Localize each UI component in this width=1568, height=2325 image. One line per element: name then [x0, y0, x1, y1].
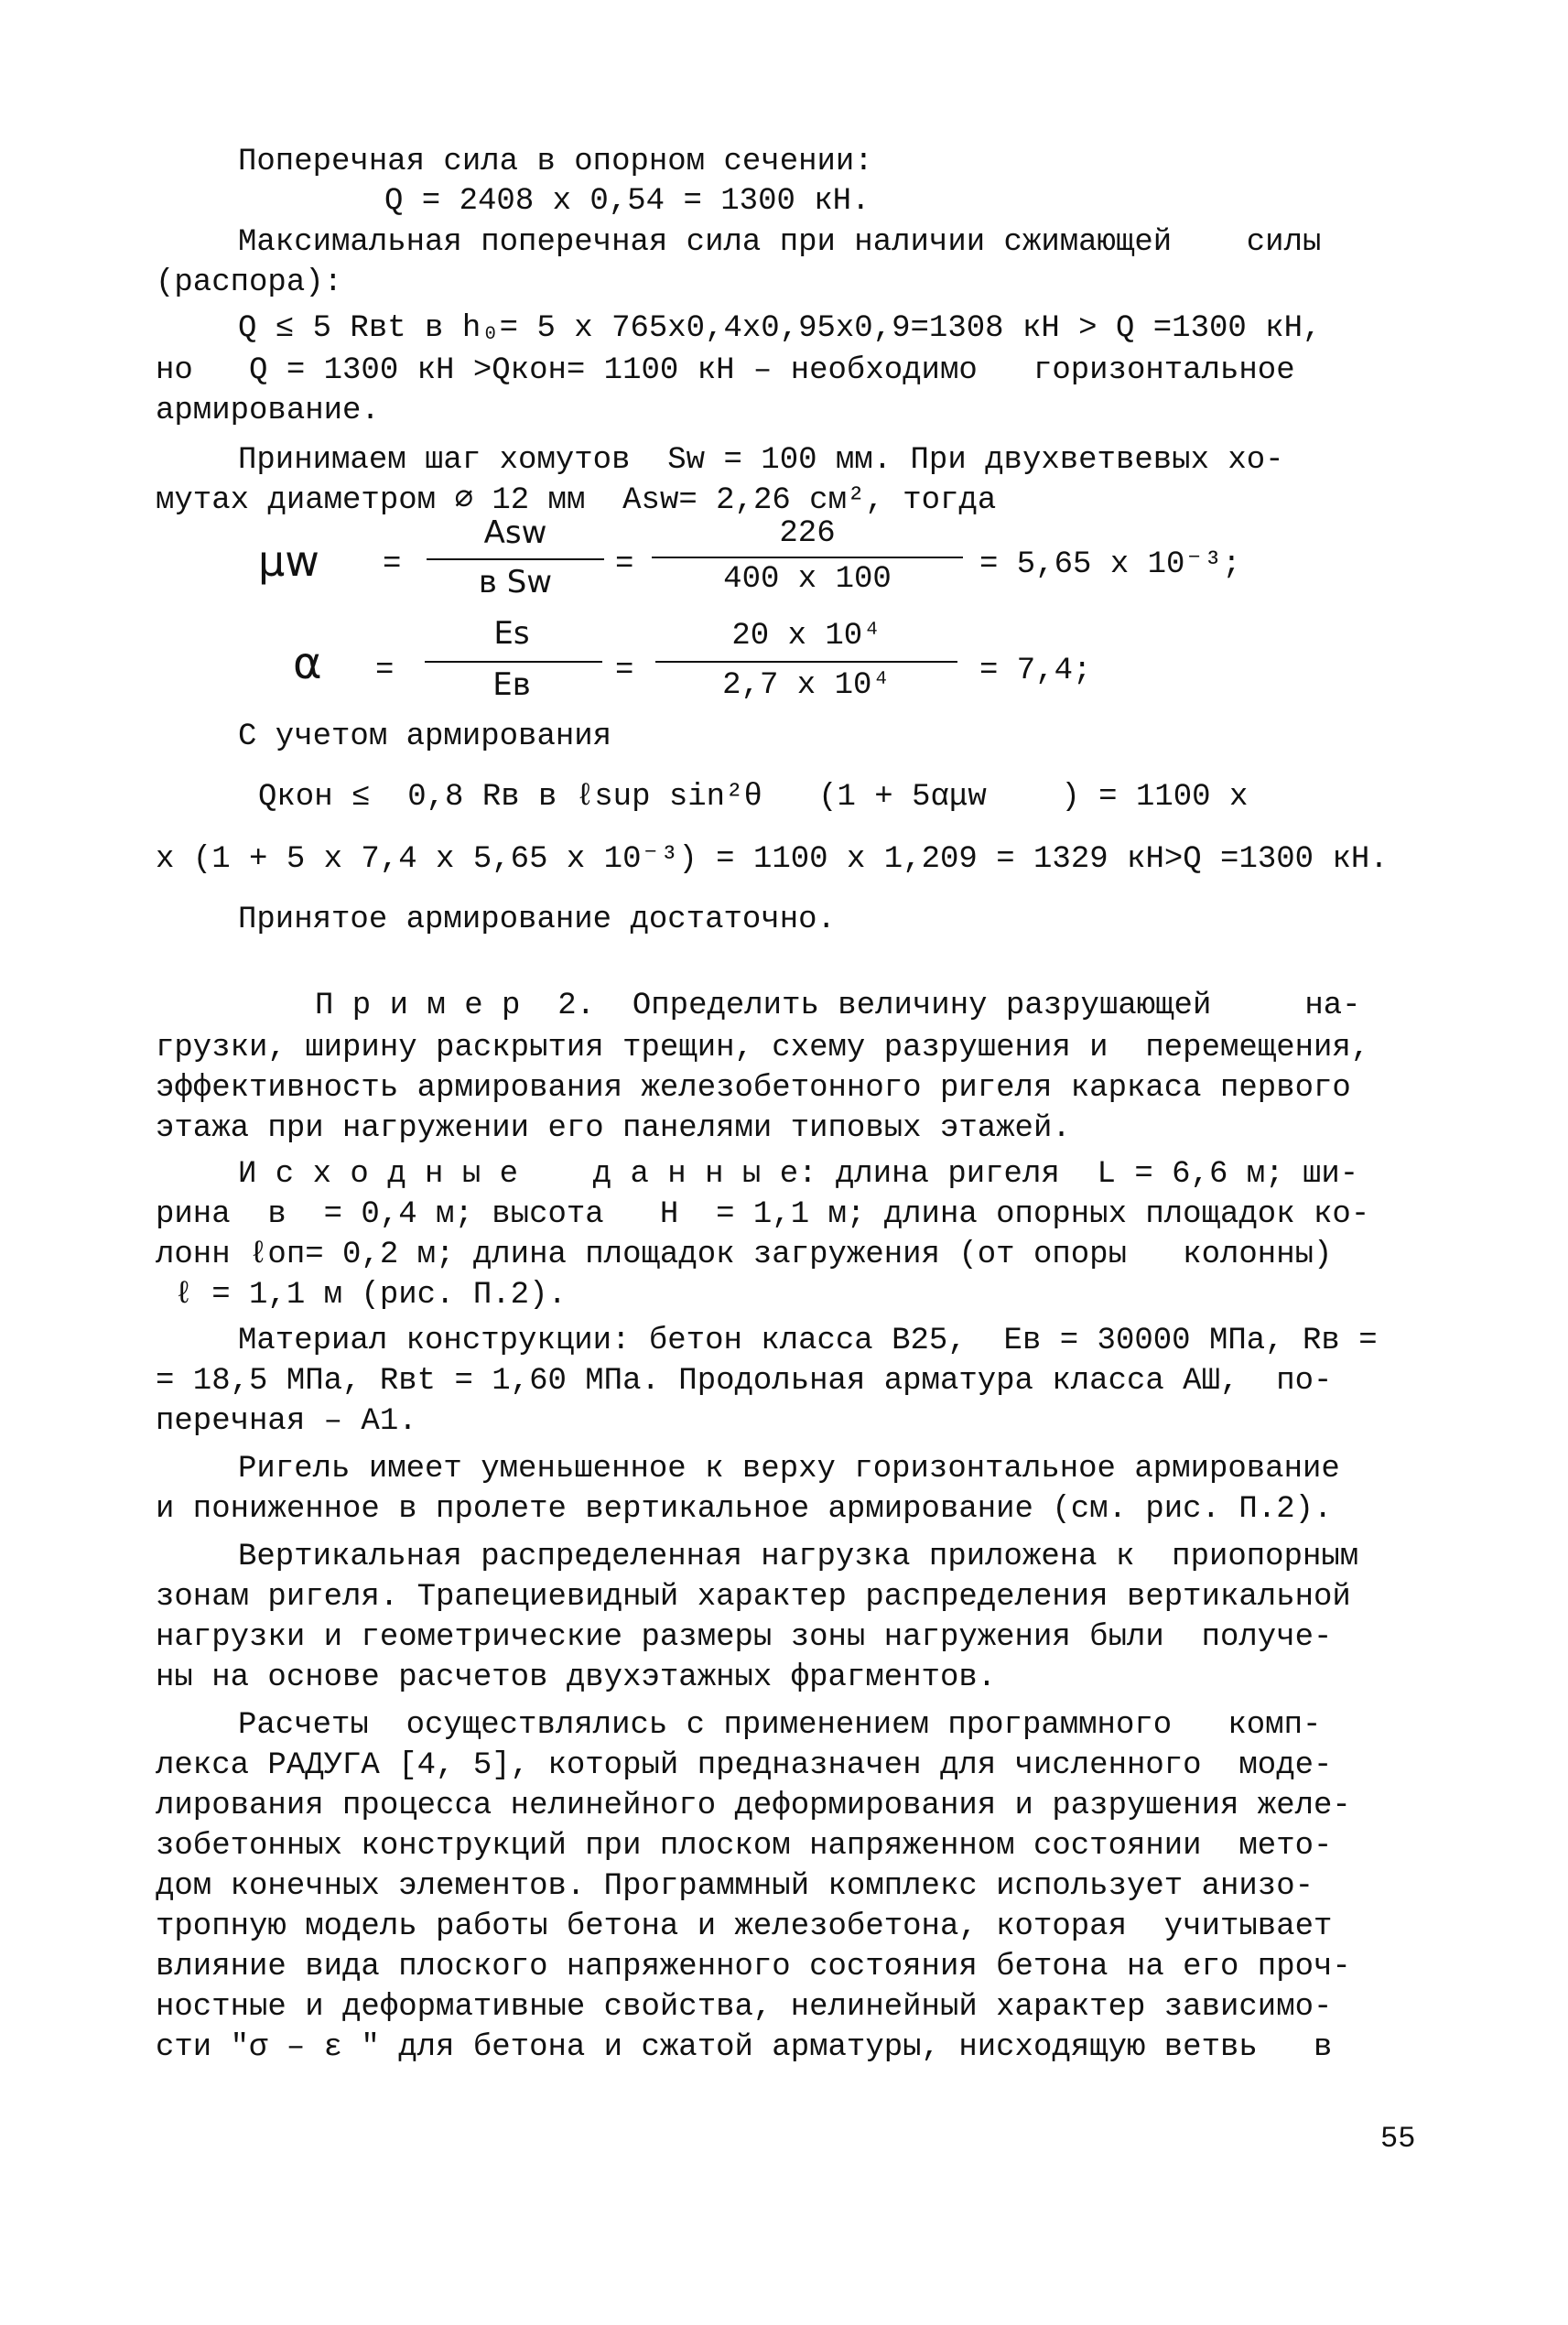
formula-result: = 5,65 х 10⁻³;: [979, 547, 1241, 582]
formula-denominator: Eв: [492, 666, 531, 703]
fraction-bar: [652, 557, 963, 558]
text-line: тропную модель работы бетона и железобетона, которая учитывает: [156, 1909, 1333, 1944]
text-line: грузки, ширину раскрытия трещин, схему разрушения и перемещения,: [156, 1031, 1370, 1065]
text-line: Ригель имеет уменьшенное к верху горизонтальное армирование: [238, 1452, 1340, 1487]
fraction-bar: [425, 661, 602, 663]
formula-sign: =: [615, 547, 634, 582]
text-line: И с х о д н ы е д а н н ы е: длина ригеля L = 6,6 м; ши-: [238, 1157, 1359, 1192]
text-line: влияние вида плоского напряженного состояния бетона на его проч-: [156, 1950, 1351, 1984]
formula-sign: =: [375, 654, 395, 688]
text-line: зонам ригеля. Трапециевидный характер распределения вертикальной: [156, 1580, 1351, 1615]
page-number: 55: [1380, 2122, 1416, 2156]
formula-line: Q ≤ 5 Rвt в h₀= 5 х 765х0,4х0,95х0,9=1308 кН > Q =1300 кН,: [238, 311, 1322, 346]
text-line: но Q = 1300 кН >Qкон= 1100 кН – необходимо горизонтальное: [156, 353, 1295, 388]
formula-denominator: 2,7 х 10⁴: [722, 668, 891, 703]
text-line: С учетом армирования: [238, 719, 612, 754]
text-line: армирование.: [156, 394, 380, 428]
text-line: ℓ = 1,1 м (рис. П.2).: [156, 1278, 567, 1313]
text-line: нагрузки и геометрические размеры зоны нагружения были получе-: [156, 1620, 1333, 1655]
formula-line: х (1 + 5 х 7,4 х 5,65 х 10⁻³) = 1100 х 1,209 = 1329 кН>Q =1300 кН.: [156, 842, 1389, 877]
text-line: Принятое армирование достаточно.: [238, 903, 836, 937]
text-line: Материал конструкции: бетон класса В25, Eв = 30000 МПа, Rв =: [238, 1324, 1378, 1358]
text-line: зобетонных конструкций при плоском напряженном состоянии мето-: [156, 1829, 1333, 1864]
fraction-bar: [655, 661, 957, 663]
formula-numerator: Asw: [483, 514, 547, 551]
formula-sign: =: [615, 654, 634, 688]
formula-numerator: 226: [779, 516, 836, 551]
formula-denominator: в Sw: [478, 564, 553, 600]
text-line: ны на основе расчетов двухэтажных фрагментов.: [156, 1660, 997, 1695]
text-line: Максимальная поперечная сила при наличии сжимающей силы: [238, 225, 1322, 260]
text-line: этажа при нагружении его панелями типовых этажей.: [156, 1111, 1071, 1146]
text-line: = 18,5 МПа, Rвt = 1,60 МПа. Продольная арматура класса АШ, по-: [156, 1364, 1333, 1399]
text-line: Расчеты осуществлялись с применением программного комп-: [238, 1708, 1322, 1743]
fraction-bar: [427, 558, 604, 560]
text-line: перечная – А1.: [156, 1404, 417, 1439]
text-line: сти "σ – ε " для бетона и сжатой арматуры, нисходящую ветвь в: [156, 2030, 1333, 2065]
formula-numerator: 20 х 10⁴: [731, 619, 881, 654]
text-line: лирования процесса нелинейного деформирования и разрушения желе-: [156, 1789, 1351, 1823]
formula-symbol: μw: [258, 536, 319, 586]
text-line: мутах диаметром ∅ 12 мм Asw= 2,26 см², тогда: [156, 483, 997, 518]
text-line: П р и м е р 2. Определить величину разрушающей на-: [315, 989, 1361, 1023]
formula-line: Qкон ≤ 0,8 Rв в ℓsup sin²θ (1 + 5αμw ) = 1100 х: [258, 780, 1249, 815]
formula-sign: =: [383, 547, 402, 582]
text-line: Вертикальная распределенная нагрузка приложена к приопорным: [238, 1540, 1359, 1574]
formula-numerator: Es: [493, 615, 530, 652]
text-line: ностные и деформативные свойства, нелинейный характер зависимо-: [156, 1990, 1333, 2025]
text-line: Принимаем шаг хомутов Sw = 100 мм. При двухветвевых хо-: [238, 443, 1284, 478]
text-line: рина в = 0,4 м; высота H = 1,1 м; длина опорных площадок ко-: [156, 1197, 1370, 1232]
formula-denominator: 400 х 100: [723, 562, 892, 597]
formula-symbol: α: [293, 638, 322, 689]
text-line: дом конечных элементов. Программный комплекс использует анизо-: [156, 1869, 1314, 1904]
text-line: и пониженное в пролете вертикальное армирование (см. рис. П.2).: [156, 1492, 1333, 1527]
text-line: лонн ℓоп= 0,2 м; длина площадок загружения (от опоры колонны): [156, 1238, 1333, 1272]
text-line: лекса РАДУГА [4, 5], который предназначен для численного моде-: [156, 1748, 1333, 1783]
formula-result: = 7,4;: [979, 654, 1092, 688]
text-line: (распора):: [156, 265, 343, 300]
formula-line: Q = 2408 х 0,54 = 1300 кН.: [384, 184, 871, 219]
text-line: Поперечная сила в опорном сечении:: [238, 145, 873, 179]
text-line: эффективность армирования железобетонного ригеля каркаса первого: [156, 1071, 1351, 1106]
